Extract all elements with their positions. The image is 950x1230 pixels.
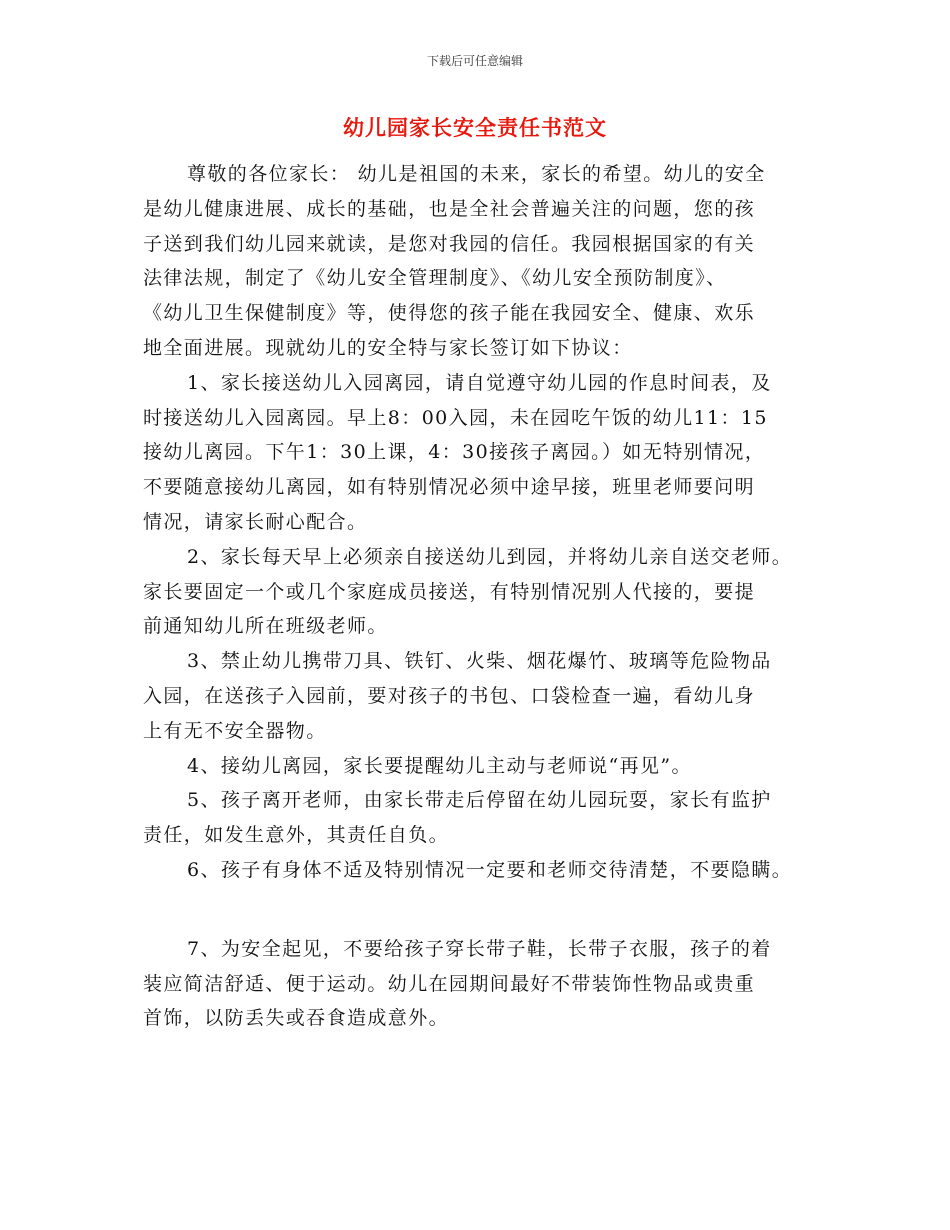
body-line: 1、家长接送幼儿入园离园，请自觉遵守幼儿园的作息时间表，及	[187, 371, 772, 394]
body-line: 尊敬的各位家长： 幼儿是祖国的未来，家长的希望。幼儿的安全	[187, 163, 766, 185]
body-line: 家长要固定一个或几个家庭成员接送，有特别情况别人代接的，要提	[143, 580, 756, 603]
body-line: 法律法规，制定了《幼儿安全管理制度》、《幼儿安全预防制度》、	[143, 267, 727, 290]
body-line: 子送到我们幼儿园来就读，是您对我园的信任。我园根据国家的有关	[143, 232, 756, 255]
body-line: 3、禁止幼儿携带刀具、铁钉、火柴、烟花爆竹、玻璃等危险物品	[187, 650, 772, 673]
body-line: 是幼儿健康进展、成长的基础，也是全社会普遍关注的问题，您的孩	[143, 197, 756, 220]
body-line: 时接送幼儿入园离园。早上8：00入园，未在园吃午饭的幼儿11：15	[143, 406, 768, 429]
body-line: 7、为安全起见，不要给孩子穿长带子鞋，长带子衣服，孩子的着	[187, 937, 772, 960]
body-line: 情况，请家长耐心配合。	[143, 510, 368, 533]
body-line: 首饰，以防丢失或吞食造成意外。	[143, 1007, 450, 1030]
body-line: 5、孩子离开老师，由家长带走后停留在幼儿园玩耍，家长有监护	[187, 789, 772, 812]
body-line: 接幼儿离园。下午1：30上课，4：30接孩子离园。）如无特别情况，	[143, 441, 766, 464]
body-line: 4、接幼儿离园，家长要提醒幼儿主动与老师说“再见”。	[187, 754, 692, 777]
header-note: 下载后可任意编辑	[426, 54, 523, 68]
body-line: 2、家长每天早上必须亲自接送幼儿到园，并将幼儿亲自送交老师。	[187, 545, 793, 568]
blank-line	[143, 888, 823, 932]
body-line: 6、孩子有身体不适及特别情况一定要和老师交待清楚，不要隐瞒。	[187, 858, 793, 881]
body-line: 前通知幼儿所在班级老师。	[143, 615, 388, 638]
body-line: 不要随意接幼儿离园，如有特别情况必须中途早接，班里老师要问明	[143, 476, 756, 499]
document-title: 幼儿园家长安全责任书范文	[343, 116, 607, 140]
body-line: 装应简洁舒适、便于运动。幼儿在园期间最好不带装饰性物品或贵重	[143, 972, 756, 995]
body-line: 地全面进展。现就幼儿的安全特与家长签订如下协议：	[143, 336, 633, 359]
body-line: 责任，如发生意外，其责任自负。	[143, 824, 450, 847]
body-line: 《幼儿卫生保健制度》等，使得您的孩子能在我园安全、健康、欢乐	[143, 302, 756, 325]
body-line: 上有无不安全器物。	[143, 719, 327, 742]
document-body	[143, 157, 823, 1036]
body-line: 入园，在送孩子入园前，要对孩子的书包、口袋检查一遍，看幼儿身	[143, 684, 756, 707]
